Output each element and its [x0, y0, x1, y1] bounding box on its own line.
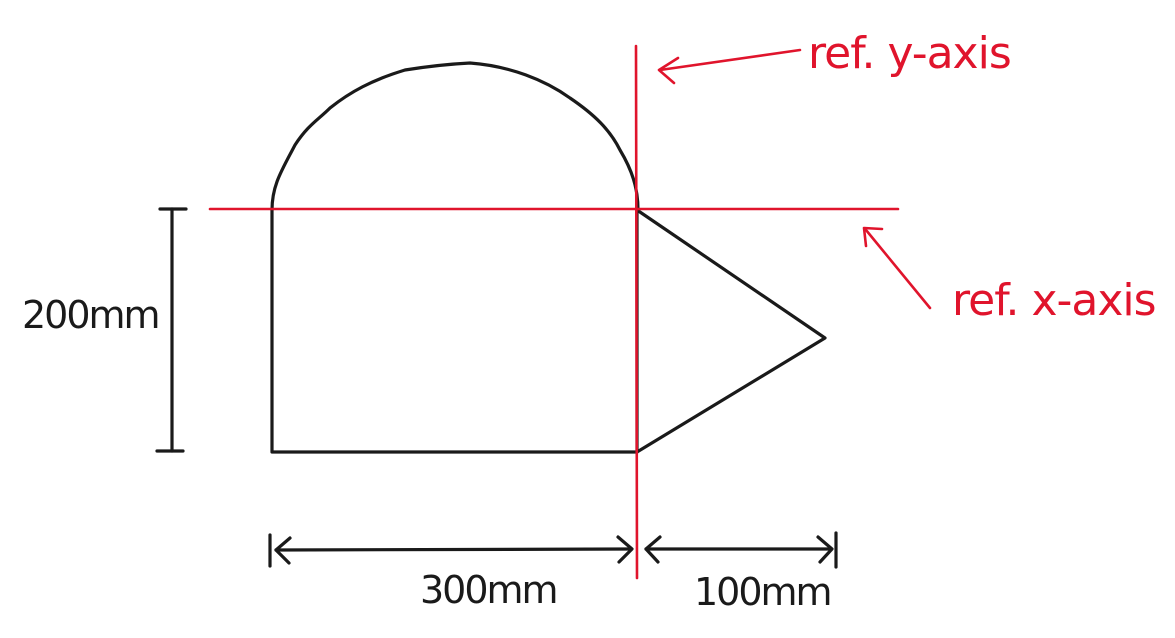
rect-width-label: 300mm — [420, 568, 557, 612]
ref-y-axis-label: ref. y-axis — [808, 28, 1011, 79]
ref-x-axis-label: ref. x-axis — [952, 275, 1156, 326]
ref-y-axis-line — [636, 46, 637, 578]
rect-width-dimension — [270, 535, 632, 566]
height-dimension — [157, 209, 186, 451]
x-axis-arrow — [864, 228, 930, 308]
triangle-width-label: 100mm — [694, 570, 831, 614]
y-axis-arrow — [659, 50, 800, 83]
semicircle-shape — [272, 63, 638, 210]
triangle-shape — [637, 210, 825, 452]
triangle-width-dimension — [646, 533, 836, 567]
rectangle-shape — [272, 210, 637, 452]
height-label: 200mm — [22, 293, 159, 337]
